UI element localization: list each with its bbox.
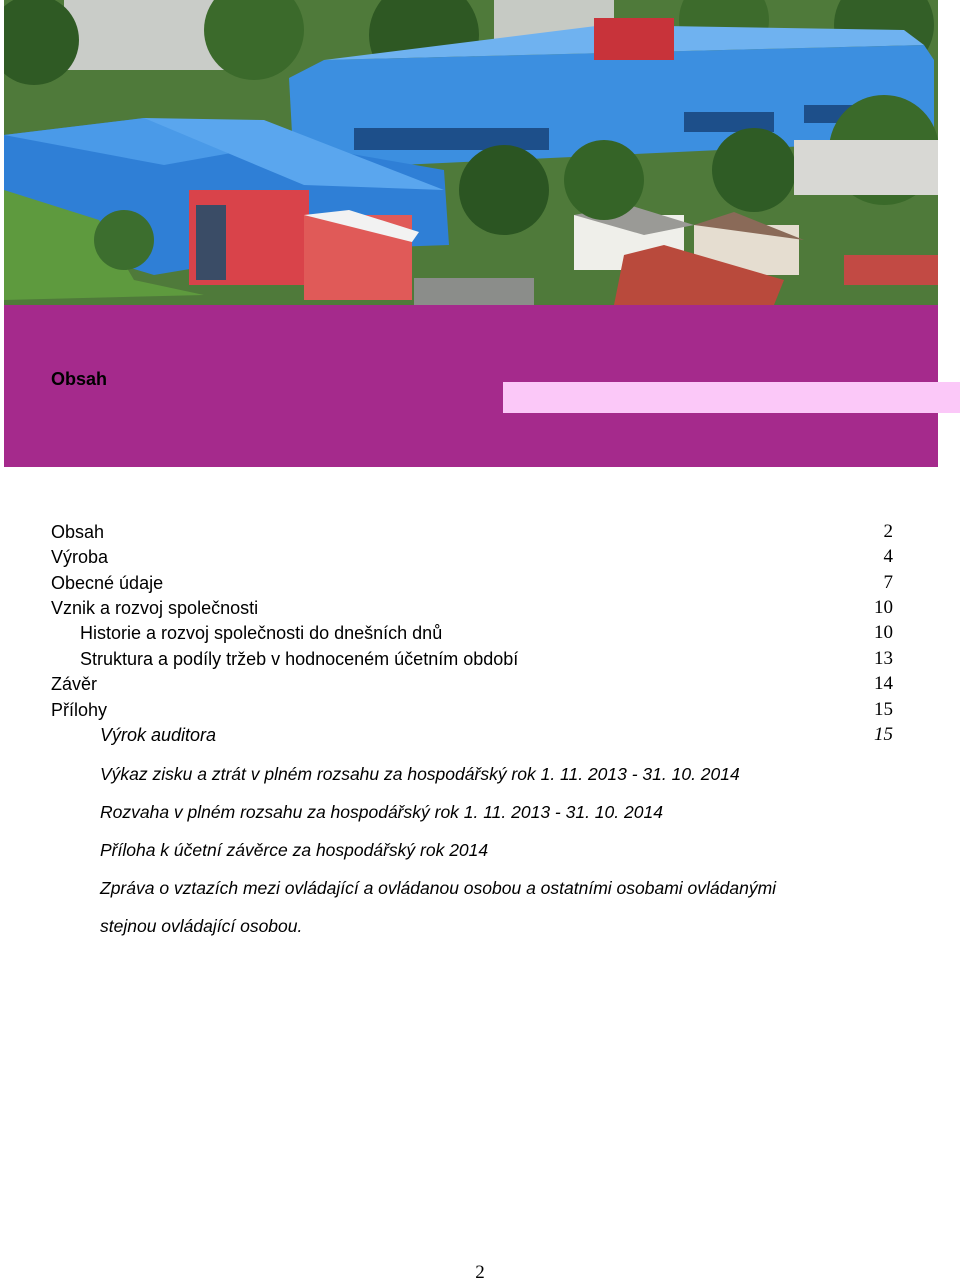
- toc-sub-entry: Zpráva o vztazích mezi ovládající a ovládanou osobou a ostatními osobami ovládanými: [100, 878, 777, 898]
- factory-aerial-photo: [4, 0, 938, 305]
- toc-entry[interactable]: [51, 698, 893, 722]
- toc-entry[interactable]: [51, 672, 893, 696]
- toc-sub-entry-continued: stejnou ovládající osobou.: [100, 916, 303, 936]
- toc-entry-page: 7: [883, 572, 893, 593]
- toc-sub-entry: Rozvaha v plném rozsahu za hospodářský rok 1. 11. 2013 - 31. 10. 2014: [100, 802, 663, 822]
- toc-entry[interactable]: [51, 545, 893, 569]
- toc-entry-page: 15: [874, 724, 893, 745]
- toc-entry-page: 10: [874, 622, 893, 643]
- toc-entry-title: Výroba: [51, 547, 109, 567]
- toc-entry-page: 13: [874, 648, 893, 669]
- toc-entry-title: Závěr: [51, 674, 98, 694]
- toc-entry-page: 10: [874, 597, 893, 618]
- toc-entry-page: 14: [874, 673, 893, 694]
- toc-entry-title: Obecné údaje: [51, 573, 164, 593]
- toc-entry-title: Historie a rozvoj společnosti do dnešních dnů: [80, 623, 443, 643]
- toc-entry-title: Přílohy: [51, 700, 108, 720]
- toc-entry[interactable]: [51, 571, 893, 595]
- factory-photo-icon: [4, 0, 938, 305]
- toc-entry[interactable]: [51, 647, 893, 671]
- title-accent-bar: [503, 382, 960, 413]
- toc-entry-title: Výrok auditora: [100, 725, 217, 745]
- page-title: Obsah: [51, 369, 108, 389]
- toc-entry-page: 2: [883, 521, 893, 542]
- toc-entry-title: Struktura a podíly tržeb v hodnoceném účetním období: [80, 649, 519, 669]
- toc-entry[interactable]: [51, 520, 893, 544]
- toc-entry[interactable]: [51, 723, 893, 747]
- page-number: 2: [475, 1262, 485, 1283]
- toc-entry-page: 15: [874, 699, 893, 720]
- toc-entry[interactable]: [51, 596, 893, 620]
- toc-entry-title: Vznik a rozvoj společnosti: [51, 598, 259, 618]
- toc-entry-page: 4: [883, 546, 893, 567]
- toc-entry-title: Obsah: [51, 522, 105, 542]
- toc-entry[interactable]: [51, 621, 893, 645]
- toc-sub-entry: Příloha k účetní závěrce za hospodářský rok 2014: [100, 840, 489, 860]
- toc-sub-entry: Výkaz zisku a ztrát v plném rozsahu za hospodářský rok 1. 11. 2013 - 31. 10. 2014: [100, 764, 740, 784]
